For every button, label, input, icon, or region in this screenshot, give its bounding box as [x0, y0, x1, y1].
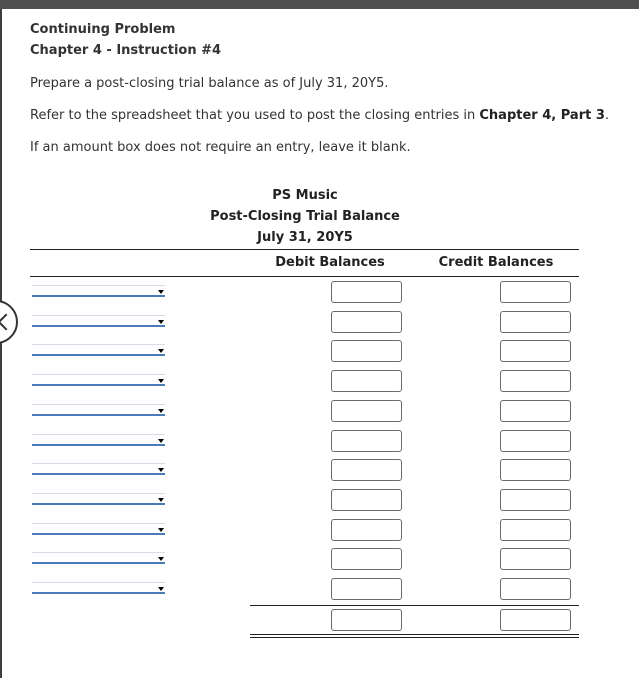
account-select[interactable] — [32, 315, 165, 327]
account-row — [0, 400, 639, 430]
dropdown-arrow-icon — [158, 587, 164, 591]
account-select[interactable] — [32, 285, 165, 297]
debit-amount-input[interactable] — [331, 281, 402, 303]
credit-amount-input[interactable] — [500, 548, 571, 570]
instruction-text-2-bold: Chapter 4, Part 3 — [479, 108, 605, 123]
debit-amount-input[interactable] — [331, 430, 402, 452]
debit-amount-input[interactable] — [331, 340, 402, 362]
debit-amount-input[interactable] — [331, 489, 402, 511]
header-bottom-rule — [30, 276, 579, 277]
account-select[interactable] — [32, 463, 165, 475]
account-row — [0, 340, 639, 370]
credit-amount-input[interactable] — [500, 400, 571, 422]
debit-amount-input[interactable] — [331, 578, 402, 600]
instruction-title: Chapter 4 - Instruction #4 — [30, 43, 222, 58]
dropdown-arrow-icon — [158, 320, 164, 324]
account-row — [0, 430, 639, 460]
credit-amount-input[interactable] — [500, 578, 571, 600]
debit-balances-header: Debit Balances — [275, 255, 385, 270]
account-select[interactable] — [32, 582, 165, 594]
instruction-text-3: If an amount box does not require an entry, leave it blank. — [30, 140, 411, 155]
debit-amount-input[interactable] — [331, 311, 402, 333]
dropdown-arrow-icon — [158, 379, 164, 383]
account-select[interactable] — [32, 374, 165, 386]
statement-name: Post-Closing Trial Balance — [210, 209, 400, 224]
debit-amount-input[interactable] — [331, 400, 402, 422]
credit-amount-input[interactable] — [500, 311, 571, 333]
account-row — [0, 459, 639, 489]
header-top-rule — [30, 249, 579, 250]
instruction-text-2 — [30, 108, 609, 123]
credit-amount-input[interactable] — [500, 430, 571, 452]
instruction-text-2-suffix: . — [604, 108, 610, 123]
statement-date: July 31, 20Y5 — [257, 230, 353, 245]
debit-amount-input[interactable] — [331, 459, 402, 481]
instruction-text-1: Prepare a post-closing trial balance as of July 31, 20Y5. — [30, 76, 389, 91]
credit-amount-input[interactable] — [500, 519, 571, 541]
account-select[interactable] — [32, 552, 165, 564]
total-credit-input[interactable] — [500, 609, 571, 631]
account-row — [0, 281, 639, 311]
company-name: PS Music — [272, 188, 338, 203]
account-row — [0, 311, 639, 341]
total-debit-input[interactable] — [331, 609, 402, 631]
account-select[interactable] — [32, 434, 165, 446]
window-top-bar — [0, 0, 639, 9]
account-select[interactable] — [32, 344, 165, 356]
credit-amount-input[interactable] — [500, 370, 571, 392]
instruction-text-2-prefix: Refer to the spreadsheet that you used to post the closing entries in — [30, 108, 480, 123]
dropdown-arrow-icon — [158, 439, 164, 443]
dropdown-arrow-icon — [158, 528, 164, 532]
debit-amount-input[interactable] — [331, 370, 402, 392]
account-select[interactable] — [32, 493, 165, 505]
problem-title: Continuing Problem — [30, 22, 176, 37]
dropdown-arrow-icon — [158, 468, 164, 472]
credit-amount-input[interactable] — [500, 489, 571, 511]
dropdown-arrow-icon — [158, 557, 164, 561]
total-double-rule-2 — [250, 637, 579, 638]
debit-amount-input[interactable] — [331, 548, 402, 570]
account-select[interactable] — [32, 404, 165, 416]
credit-balances-header: Credit Balances — [438, 255, 554, 270]
dropdown-arrow-icon — [158, 498, 164, 502]
total-top-rule — [250, 605, 579, 606]
account-select[interactable] — [32, 523, 165, 535]
dropdown-arrow-icon — [158, 290, 164, 294]
credit-amount-input[interactable] — [500, 340, 571, 362]
total-double-rule-1 — [250, 634, 579, 635]
debit-amount-input[interactable] — [331, 519, 402, 541]
dropdown-arrow-icon — [158, 409, 164, 413]
dropdown-arrow-icon — [158, 349, 164, 353]
account-row — [0, 519, 639, 549]
credit-amount-input[interactable] — [500, 459, 571, 481]
account-row — [0, 578, 639, 608]
account-row — [0, 370, 639, 400]
account-row — [0, 489, 639, 519]
credit-amount-input[interactable] — [500, 281, 571, 303]
account-row — [0, 548, 639, 578]
